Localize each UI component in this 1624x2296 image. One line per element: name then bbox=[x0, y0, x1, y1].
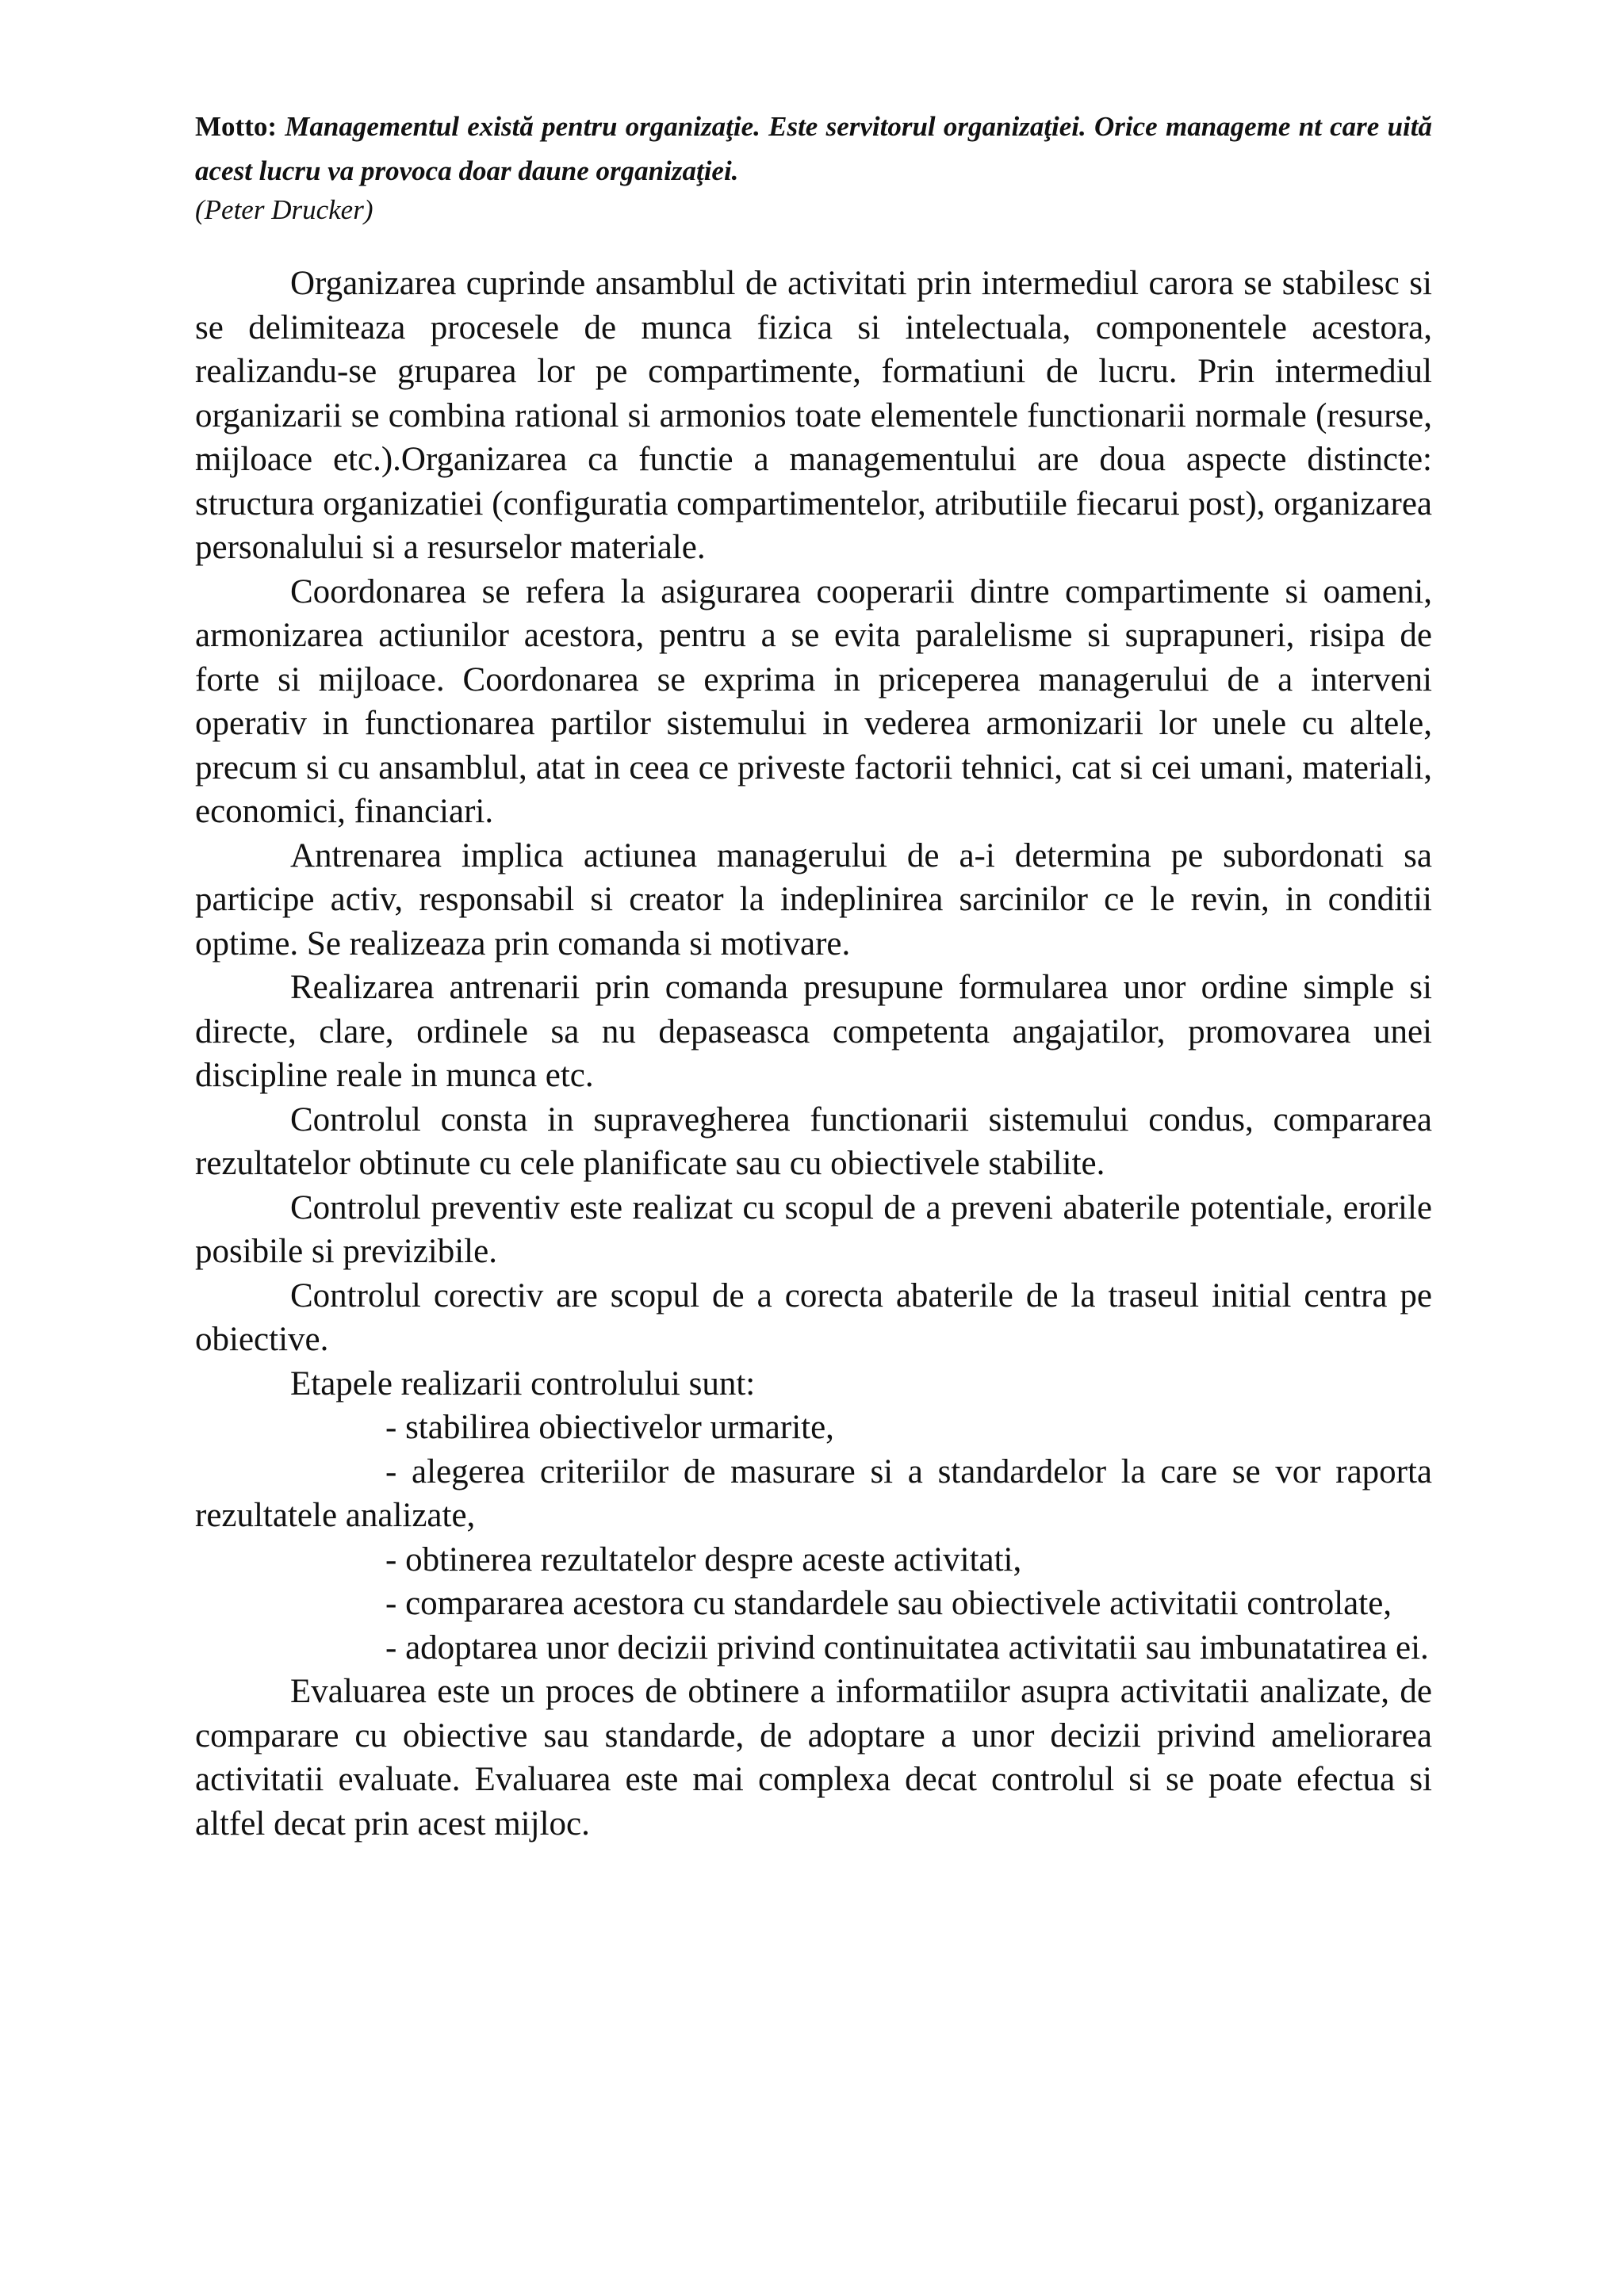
motto-author: (Peter Drucker) bbox=[195, 194, 373, 225]
document-page bbox=[195, 105, 1432, 1846]
paragraph-coordonarea: Coordonarea se refera la asigurarea cooperarii dintre compartimente si oameni, armonizarea actiunilor acestora, pentru a se evita paralelisme si suprapuneri, risipa de forte si mijloace. Coordonarea se exprima in priceperea managerului de a interveni operativ in functionarea partilor sistemului in vederea armonizarii lor unele cu altele, precum si cu ansamblul, atat in ceea ce priveste factorii tehnici, cat si cei umani, materiali, economici, financiari. bbox=[195, 572, 1432, 830]
list-item: - adoptarea unor decizii privind continuitatea activitatii sau imbunatatirea ei. bbox=[385, 1628, 1429, 1667]
motto-text: Managementul există pentru organizaţie. Este servitorul organizaţiei. Orice manageme nt care uită acest lucru va provoca doar daune organizaţiei. bbox=[195, 111, 1432, 186]
paragraph-controlul-preventiv: Controlul preventiv este realizat cu scopul de a preveni abaterile potentiale, erorile posibile si previzibile. bbox=[195, 1188, 1432, 1270]
list-item: - stabilirea obiectivelor urmarite, bbox=[385, 1409, 834, 1446]
list-item: - obtinerea rezultatelor despre aceste activitati, bbox=[385, 1540, 1022, 1578]
paragraph-organizarea: Organizarea cuprinde ansamblul de activitati prin intermediul carora se stabilesc si se delimiteaza procesele de munca fizica si intelectuala, componentele acestora, realizandu-se gruparea lor pe compartimente, formatiuni de lucru. Prin intermediul organizarii se combina rational si armonios toate elementele functionarii normale (resurse, mijloace etc.).Organizarea ca functie a managementului are doua aspecte distincte: structura organizatiei (configuratia compartimentelor, atributiile fiecarui post), organizarea personalului si a resurselor materiale. bbox=[195, 265, 1432, 566]
paragraph-realizarea-antrenarii: Realizarea antrenarii prin comanda presupune formularea unor ordine simple si directe, clare, ordinele sa nu depaseasca competenta angajatilor, promovarea unei discipline reale in munca etc. bbox=[195, 969, 1432, 1094]
list-item: - alegerea criteriilor de masurare si a standardelor la care se vor raporta rezultatele analizate, bbox=[195, 1452, 1432, 1534]
paragraph-evaluarea: Evaluarea este un proces de obtinere a informatiilor asupra activitatii analizate, de comparare cu obiective sau standarde, de adoptare a unor decizii privind ameliorarea activitatii evaluate. Evaluarea este mai complexa decat controlul si se poate efectua si altfel decat prin acest mijloc. bbox=[195, 1673, 1432, 1843]
motto bbox=[195, 105, 1432, 193]
list-item: - compararea acestora cu standardele sau obiectivele activitatii controlate, bbox=[385, 1585, 1392, 1622]
paragraph-controlul-corectiv: Controlul corectiv are scopul de a corecta abaterile de la traseul initial centra pe obiective. bbox=[195, 1276, 1432, 1358]
paragraph-antrenarea: Antrenarea implica actiunea managerului de a-i determina pe subordonati sa participe activ, responsabil si creator la indeplinirea sarcinilor ce le revin, in conditii optime. Se realizeaza prin comanda si motivare. bbox=[195, 836, 1432, 962]
motto-label: Motto: bbox=[195, 111, 278, 142]
paragraph-controlul: Controlul consta in supravegherea functionarii sistemului condus, compararea rezultatelor obtinute cu cele planificate sau cu obiectivele stabilite. bbox=[195, 1100, 1432, 1182]
paragraph-etapele-controlului: Etapele realizarii controlului sunt: bbox=[290, 1364, 756, 1402]
document-body bbox=[195, 262, 1432, 1846]
